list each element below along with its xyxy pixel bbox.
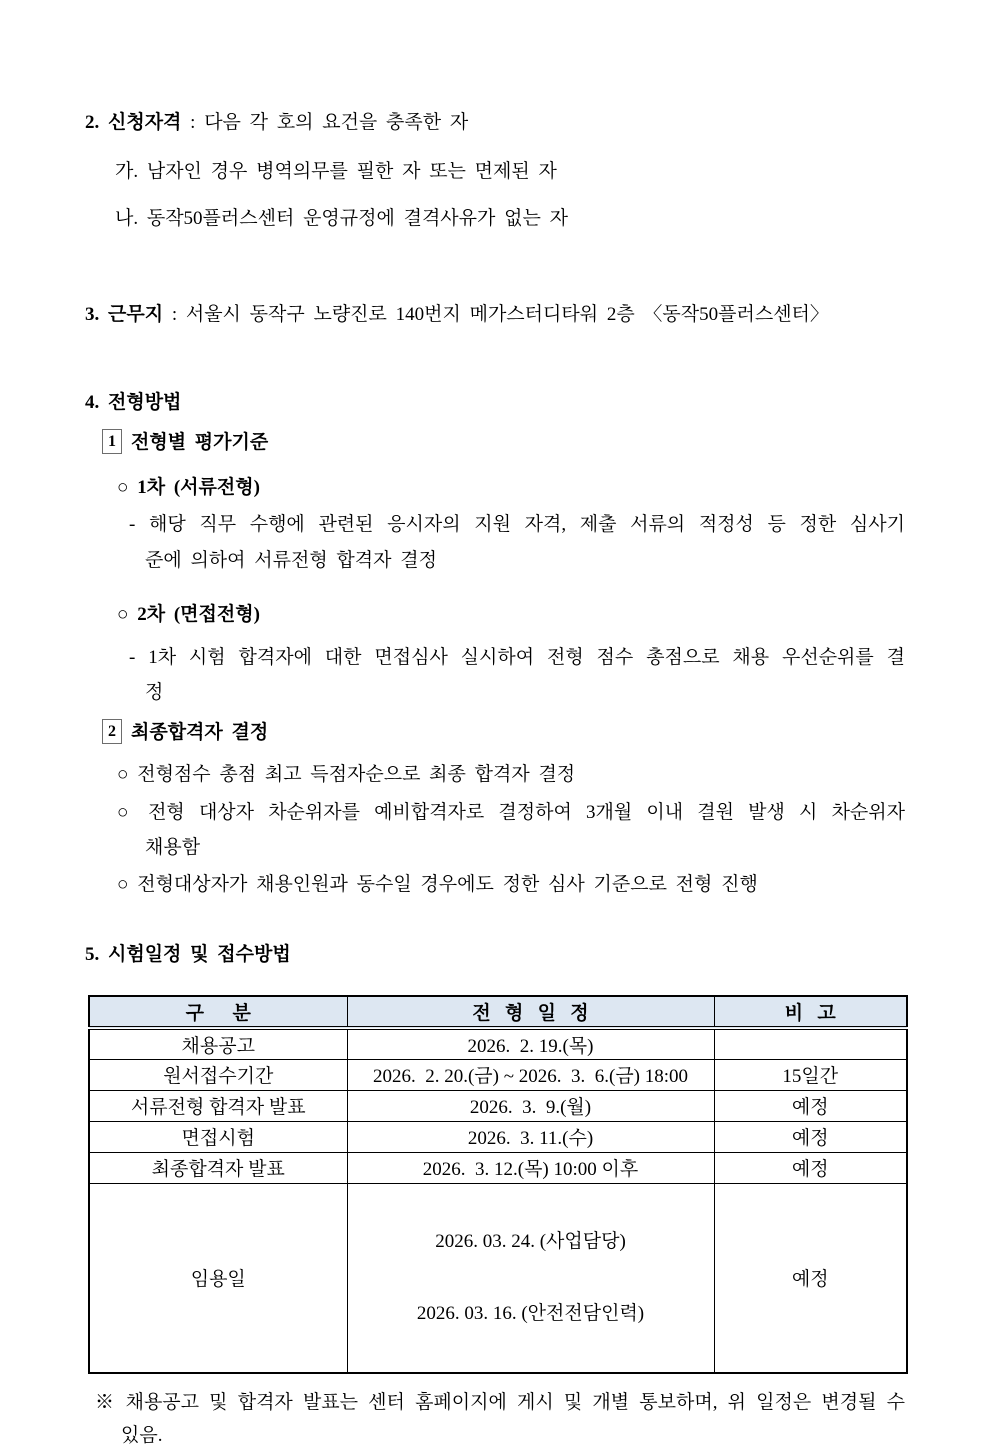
cell-note — [714, 1028, 907, 1059]
cell-category: 원서접수기간 — [89, 1059, 347, 1090]
qualification-item-ga: 가. 남자인 경우 병역의무를 필한 자 또는 면제된 자 — [115, 161, 557, 182]
cell-category: 최종합격자 발표 — [89, 1152, 347, 1183]
criteria-subsection-heading — [85, 425, 905, 460]
section3-heading-title: 3. 근무지 — [85, 304, 164, 325]
final-decision-bullet-1: ○ 전형점수 총점 최고 득점자순으로 최종 합격자 결정 — [117, 764, 576, 785]
cell-category: 면접시험 — [89, 1121, 347, 1152]
section5-heading: 5. 시험일정 및 접수방법 — [85, 944, 291, 965]
cell-note: 예정 — [714, 1152, 907, 1183]
section2-heading — [85, 105, 905, 140]
round2-heading: ○ 2차 (면접전형) — [117, 604, 260, 625]
footnote-line2: 있음. — [121, 1424, 163, 1446]
final-decision-bullet-2-line2: 채용함 — [145, 837, 201, 858]
qualification-item-na: 나. 동작50플러스센터 운영규정에 결격사유가 없는 자 — [115, 208, 568, 229]
section2-heading-title: 2. 신청자격 — [85, 112, 182, 133]
cell-note: 예정 — [714, 1090, 907, 1121]
final-decision-bullet-3: ○ 전형대상자가 채용인원과 동수일 경우에도 정한 심사 기준으로 전형 진행 — [117, 874, 758, 895]
table-row-announcement — [89, 1028, 907, 1059]
cell-schedule — [347, 1183, 714, 1373]
section3-heading — [85, 297, 905, 332]
box-number-2: 2 — [102, 719, 122, 744]
round1-desc-line1: - 해당 직무 수행에 관련된 응시자의 지원 자격, 제출 서류의 적정성 등 정한 심사기 — [129, 514, 905, 535]
table-row-appointment — [89, 1183, 907, 1373]
cell-category: 임용일 — [89, 1183, 347, 1373]
round2-desc-line1: - 1차 시험 합격자에 대한 면접심사 실시하여 전형 점수 총점으로 채용 우선순위를 결 — [129, 647, 905, 668]
table-row-final-result — [89, 1152, 907, 1183]
final-decision-subsection-title: 최종합격자 결정 — [131, 722, 269, 743]
cell-category: 서류전형 합격자 발표 — [89, 1090, 347, 1121]
criteria-subsection-title: 전형별 평가기준 — [131, 432, 269, 453]
footnote-line1: ※ 채용공고 및 합격자 발표는 센터 홈페이지에 게시 및 개별 통보하며, 위 일정은 변경될 수 — [95, 1391, 905, 1413]
header-cell-category: 구 분 — [89, 996, 347, 1028]
table-row-application-period — [89, 1059, 907, 1090]
cell-schedule: 2026. 3. 9.(월) — [347, 1090, 714, 1121]
cell-schedule: 2026. 3. 11.(수) — [347, 1121, 714, 1152]
section2-heading-text: : 다음 각 호의 요건을 충족한 자 — [190, 112, 469, 133]
cell-note: 예정 — [714, 1121, 907, 1152]
section3-heading-text: : 서울시 동작구 노량진로 140번지 메가스터디타워 2층 〈동작50플러스센터〉 — [171, 304, 829, 325]
round1-desc-line2: 준에 의하여 서류전형 합격자 결정 — [145, 550, 437, 571]
section4-heading: 4. 전형방법 — [85, 392, 182, 413]
table-row-interview — [89, 1121, 907, 1152]
cell-schedule: 2026. 3. 12.(목) 10:00 이후 — [347, 1152, 714, 1183]
table-row-document-result — [89, 1090, 907, 1121]
final-decision-subsection-heading — [85, 715, 905, 750]
header-cell-note: 비 고 — [714, 996, 907, 1028]
cell-note: 15일간 — [714, 1059, 907, 1090]
cell-category: 채용공고 — [89, 1028, 347, 1059]
final-decision-bullet-2-line1: ○ 전형 대상자 차순위자를 예비합격자로 결정하여 3개월 이내 결원 발생 시 차순위자 — [117, 802, 905, 823]
schedule-table — [88, 995, 908, 1374]
schedule-table-header-row — [89, 996, 907, 1028]
round1-heading: ○ 1차 (서류전형) — [117, 477, 260, 498]
cell-note: 예정 — [714, 1183, 907, 1373]
cell-schedule: 2026. 2. 20.(금) ~ 2026. 3. 6.(금) 18:00 — [347, 1059, 714, 1090]
box-number-1: 1 — [102, 429, 122, 454]
appointment-date-line2: 2026. 03. 16. (안전전담인력) — [416, 1302, 645, 1324]
cell-schedule: 2026. 2. 19.(목) — [347, 1028, 714, 1059]
appointment-date-line1: 2026. 03. 24. (사업담당) — [435, 1230, 626, 1252]
header-cell-schedule: 전 형 일 정 — [347, 996, 714, 1028]
round2-desc-line2: 정 — [145, 682, 164, 703]
